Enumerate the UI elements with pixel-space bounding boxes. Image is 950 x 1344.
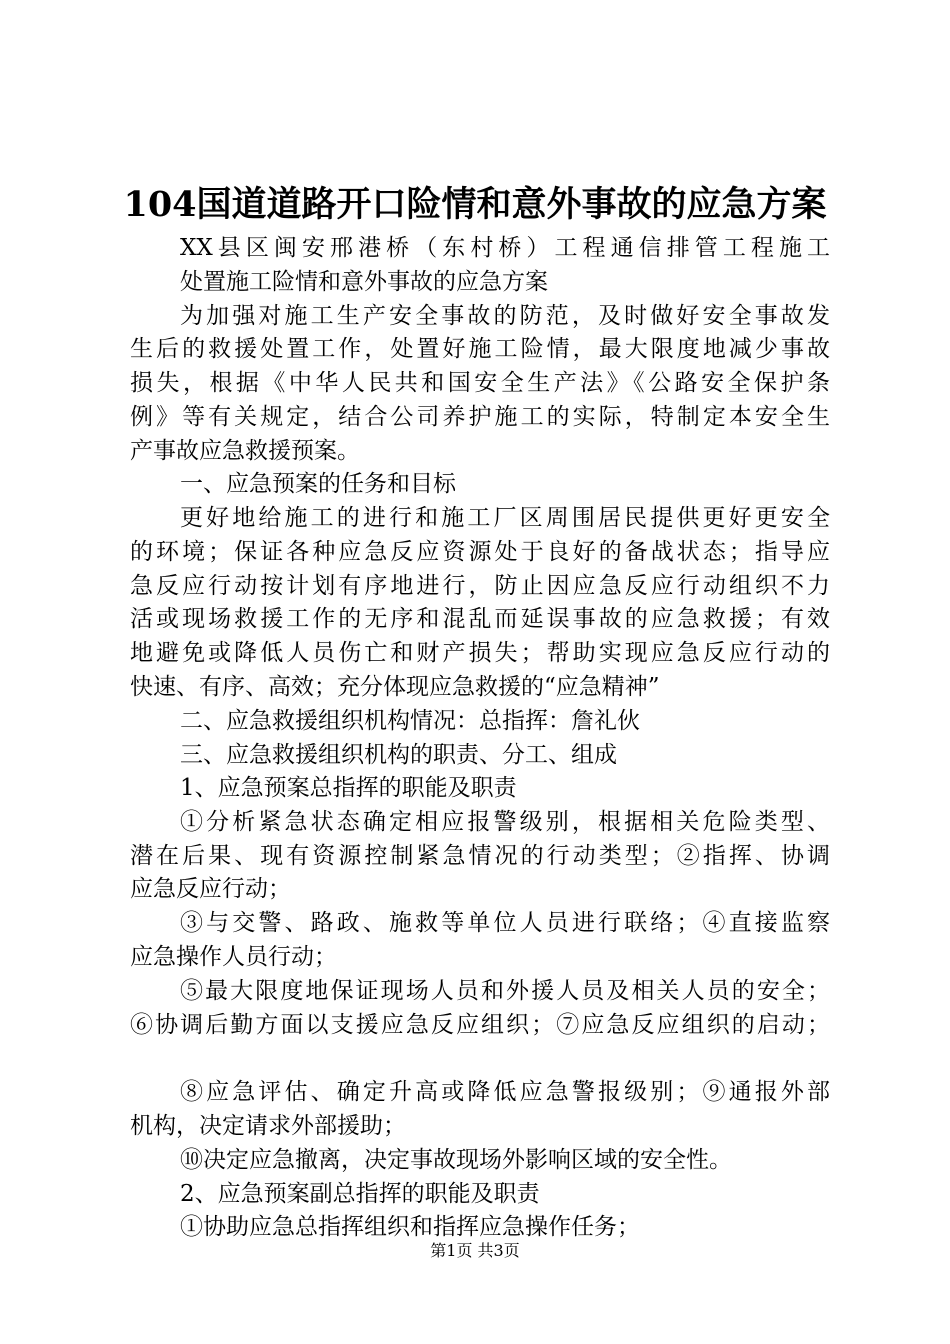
- paragraph-line: ⑧应急评估、确定升高或降低应急警报级别；⑨通报外部: [180, 1079, 830, 1105]
- paragraph-line: 例》等有关规定，结合公司养护施工的实际，特制定本安全生: [130, 404, 830, 430]
- paragraph-line: ①分析紧急状态确定相应报警级别，根据相关危险类型、: [180, 809, 830, 835]
- paragraph-line: ③与交警、路政、施救等单位人员进行联络；④直接监察: [180, 910, 830, 936]
- paragraph-line: 机构，决定请求外部援助；: [130, 1113, 406, 1139]
- section-heading-3: 三、应急救援组织机构的职责、分工、组成: [180, 742, 617, 768]
- paragraph-line: 急反应行动按计划有序地进行，防止因应急反应行动组织不力: [130, 573, 830, 599]
- paragraph-line: 为加强对施工生产安全事故的防范，及时做好安全事故发: [180, 303, 830, 329]
- paragraph-line: 活或现场救援工作的无序和混乱而延误事故的应急救援；有效: [130, 606, 830, 632]
- paragraph-line: ⑥协调后勤方面以支援应急反应组织；⑦应急反应组织的启动；: [130, 1012, 830, 1038]
- page-footer: 第1页 共3页: [430, 1241, 520, 1260]
- paragraph-line: ①协助应急总指挥组织和指挥应急操作任务；: [180, 1214, 640, 1240]
- section-heading-1: 一、应急预案的任务和目标: [180, 471, 456, 497]
- paragraph-line: 损失，根据《中华人民共和国安全生产法》《公路安全保护条: [130, 370, 830, 396]
- subtitle-line-1: XX县区闽安邢港桥（东村桥）工程通信排管工程施工: [180, 235, 830, 261]
- subsection-heading-2: 2、应急预案副总指挥的职能及职责: [180, 1181, 540, 1207]
- document-title: 104国道道路开口险情和意外事故的应急方案: [123, 184, 827, 225]
- paragraph-line: 生后的救援处置工作，处置好施工险情，最大限度地减少事故: [130, 336, 830, 362]
- paragraph-line: 产事故应急救援预案。: [130, 438, 360, 464]
- paragraph-line: 快速、有序、高效；充分体现应急救援的“应急精神”: [130, 674, 660, 700]
- subtitle-line-2: 处置施工险情和意外事故的应急方案: [180, 269, 548, 295]
- section-heading-2: 二、应急救援组织机构情况：总指挥：詹礼伙: [180, 708, 640, 734]
- paragraph-line: ⑩决定应急撤离，决定事故现场外影响区域的安全性。: [180, 1147, 732, 1173]
- paragraph-line: 应急操作人员行动；: [130, 944, 337, 970]
- paragraph-line: 潜在后果、现有资源控制紧急情况的行动类型；②指挥、协调: [130, 843, 830, 869]
- paragraph-line: 更好地给施工的进行和施工厂区周围居民提供更好更安全: [180, 505, 830, 531]
- paragraph-line: 应急反应行动；: [130, 876, 291, 902]
- paragraph-line: 的环境；保证各种应急反应资源处于良好的备战状态；指导应: [130, 539, 830, 565]
- paragraph-line: 地避免或降低人员伤亡和财产损失；帮助实现应急反应行动的: [130, 640, 830, 666]
- subsection-heading-1: 1、应急预案总指挥的职能及职责: [180, 775, 517, 801]
- paragraph-line: ⑤最大限度地保证现场人员和外援人员及相关人员的安全；: [180, 978, 830, 1004]
